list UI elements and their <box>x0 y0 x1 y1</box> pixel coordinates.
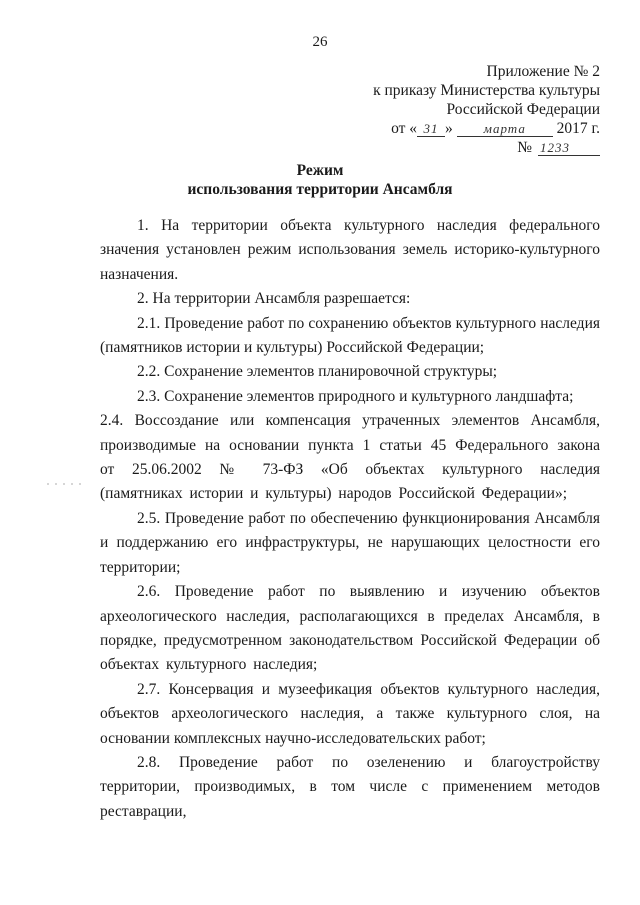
date-year: 2017 г. <box>556 120 600 137</box>
title-line-1: Режим <box>296 162 344 179</box>
paragraph-2: 2. На территории Ансамбля разрешается: <box>137 290 411 308</box>
paragraph-1: 1. На территории объекта культурного наследия федерального значения установлен режим использования земель историко-культурного назначения. <box>100 217 600 283</box>
paragraph-2-1: 2.1. Проведение работ по сохранению объектов культурного наследия (памятников истории и культуры) Российской Федерации; <box>100 314 600 357</box>
appendix-number-line <box>373 138 600 157</box>
handwritten-order-number: 1233 <box>538 141 600 156</box>
paragraph-2-8: 2.8. Проведение работ по озеленению и благоустройству территории, производимых, в том числе с применением методов реставрации, <box>100 753 600 820</box>
paragraph-2-4: 2.4. Воссоздание или компенсация утраченных элементов Ансамбля, производимые на основании пункта 1 статьи 45 Федерального закона от 25.06.2002 № 73-ФЗ «Об объектах культурного наследия (памятниках истории и культуры) народов Российской Федерации»; <box>100 412 600 503</box>
page-number: 26 <box>312 34 328 50</box>
appendix-date-line <box>373 119 600 138</box>
handwritten-day: 31 <box>417 122 445 137</box>
paragraph-2-5: 2.5. Проведение работ по обеспечению функционирования Ансамбля и поддержанию его инфраструктуры, не нарушающих целостности его территории; <box>100 509 600 576</box>
paragraph-2-6: 2.6. Проведение работ по выявлению и изучению объектов археологического наследия, располагающихся в пределах Ансамбля, в порядке, предусмотренном законодательством Российской Федерации об объектах культурного наследия; <box>100 583 600 674</box>
appendix-line-1: Приложение № 2 <box>486 63 600 80</box>
appendix-line-2: к приказу Министерства культуры <box>373 82 600 99</box>
appendix-line-3: Российской Федерации <box>446 101 600 118</box>
document-title <box>0 161 640 199</box>
date-mid: » <box>445 120 453 137</box>
handwritten-month: марта <box>457 122 553 137</box>
date-prefix: от « <box>391 120 418 137</box>
paragraph-2-7: 2.7. Консервация и музеефикация объектов культурного наследия, объектов археологического наследия, а также культурного слоя, на основании комплексных научно-исследовательских работ; <box>100 680 600 747</box>
document-body <box>100 214 600 824</box>
appendix-header <box>373 62 600 157</box>
scan-artifact <box>44 482 84 486</box>
paragraph-2-3: 2.3. Сохранение элементов природного и культурного ландшафта; <box>137 387 574 405</box>
number-prefix: № <box>517 139 532 156</box>
title-line-2: использования территории Ансамбля <box>187 181 453 198</box>
paragraph-2-2: 2.2. Сохранение элементов планировочной структуры; <box>137 363 498 381</box>
